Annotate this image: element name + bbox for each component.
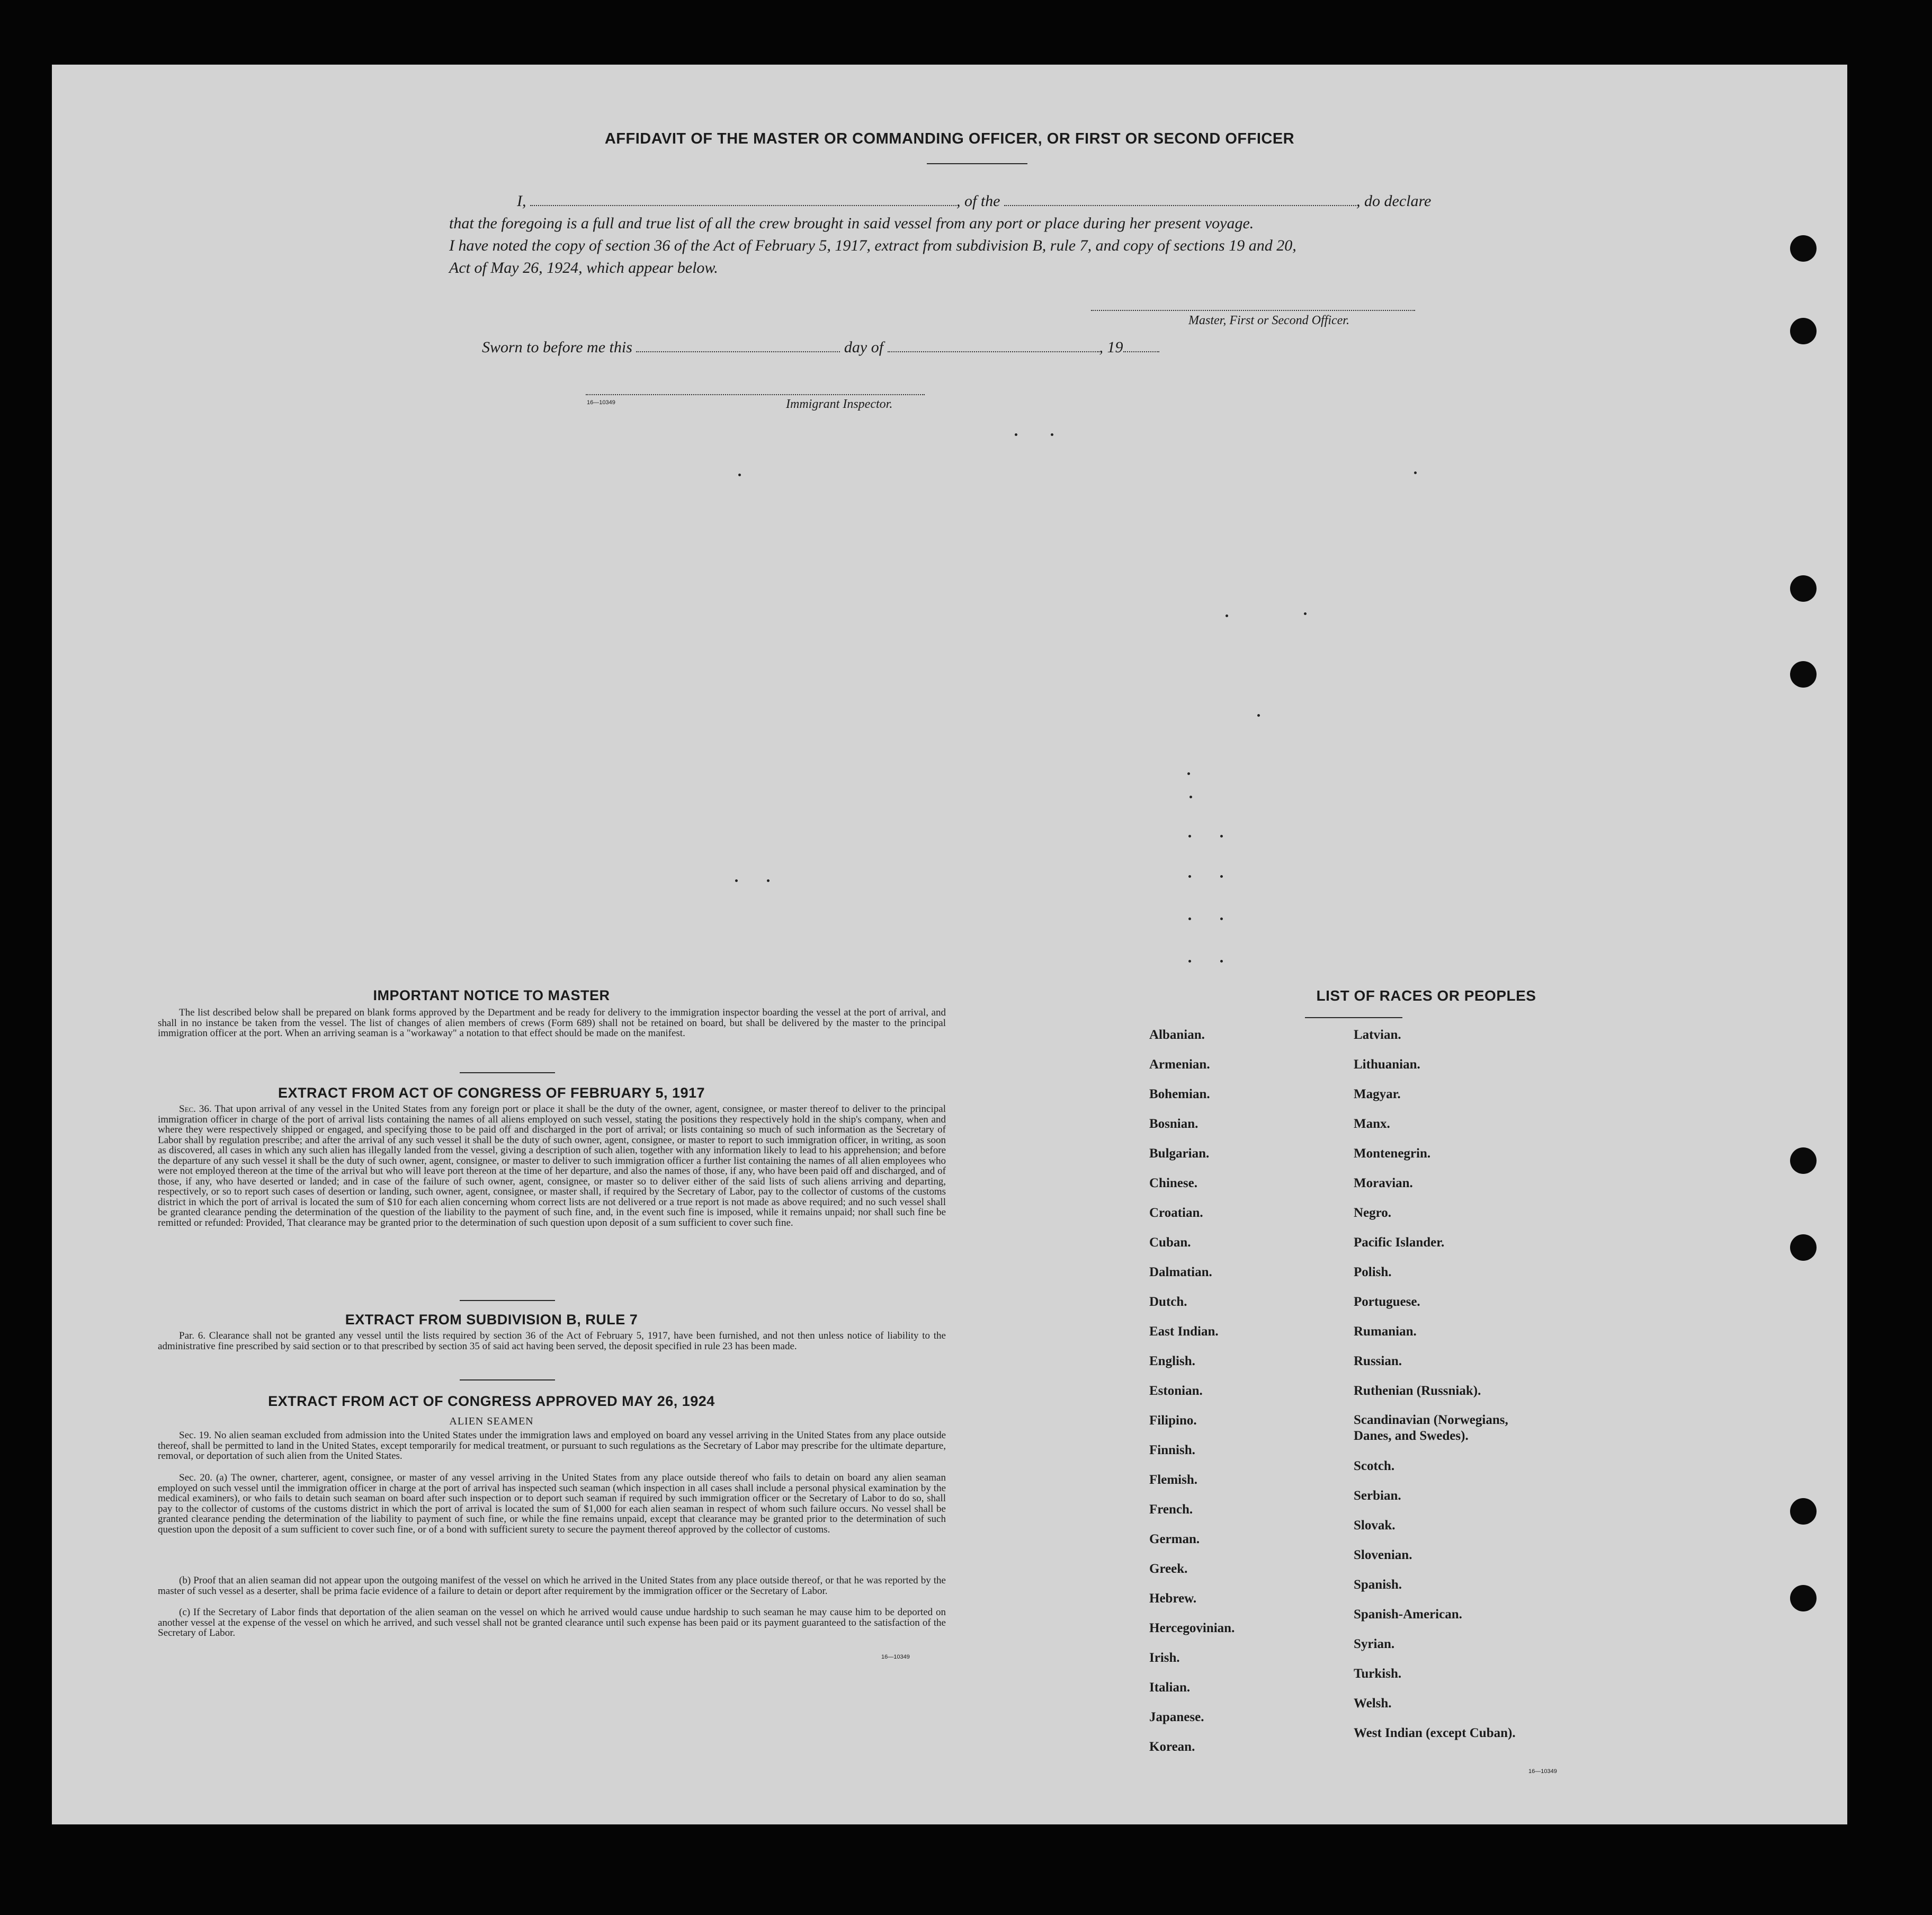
race-item: Welsh.	[1354, 1696, 1392, 1711]
sec19-text: Sec. 19. No alien seaman excluded from admission into the United States under the immigration laws and employed on board any vessel arriving in the United States from any place outside thereof, shall be permitted to land in the United States, except temporarily for medical treatment, or pursuant to such regulations as the Secretary of Labor may prescribe for the ultimate departure, removal, or deportation of such alien from the United States.	[158, 1430, 946, 1462]
race-item: Croatian.	[1149, 1206, 1203, 1220]
race-item: Dalmatian.	[1149, 1265, 1212, 1279]
race-item: West Indian (except Cuban).	[1354, 1726, 1516, 1740]
race-item: Rumanian.	[1354, 1324, 1417, 1339]
race-item: Ruthenian (Russniak).	[1354, 1384, 1481, 1398]
form-number: 16—10349	[881, 1654, 910, 1660]
races-title: LIST OF RACES OR PEOPLES	[1316, 987, 1536, 1004]
inspector-caption: Immigrant Inspector.	[786, 397, 893, 411]
speck	[1187, 772, 1190, 775]
speck	[1257, 714, 1260, 717]
race-item: Dutch.	[1149, 1295, 1187, 1309]
races-column-1	[1149, 1020, 1235, 1762]
races-title-rule	[1305, 1017, 1402, 1018]
affidavit-declaration	[449, 190, 1498, 279]
sec36-text: That upon arrival of any vessel in the United States from any foreign port or place it shall be the duty of the owner, agent, consignee, or master thereof to deliver to the principal immigration officer in charge of the port of arrival lists containing the names of all aliens employed on such vessel, stating the positions they respectively hold in the ship's company, when and where they were respectively shipped or engaged, and specifying those to be paid off and discharged in the port of arrival; or lists containing so much of such information as the Secretary of Labor shall by regulation prescribe; and after the arrival of any such vessel it shall be the duty of such owner, agent, consignee, or master to report to such immigration officer, in writing, as soon as discovered, all cases in which any such alien has illegally landed from the vessel, giving a description of such alien, together with any information likely to lead to his apprehension; and before the departure of any such vessel it shall be the duty of such owner, agent, consignee, or master to deliver to such immigration officer a further list containing the names of all alien employees who were not employed thereon at the time of the arrival but who will leave port thereon at the time of her departure, and also the names of those, if any, who have been paid off and discharged, and of those, if any, who have deserted or landed; and in case of the failure of such owner, agent, consignee, or master so to deliver either of the said lists of such aliens arriving and departing, respectively, or so to report such cases of desertion or landing, such owner, agent, consignee, or master shall, if required by the Secretary of Labor, pay to the collector of customs of the customs district in which the port of arrival is located the sum of $10 for each alien concerning whom correct lists are not delivered or a true report is not made as above required; and no such vessel shall be granted clearance pending the determination of the question of the liability to the payment of such fine, and, in the event such fine is imposed, while it remains unpaid; nor shall such fine be remitted or refunded: Provided, That clearance may be granted prior to the determination of such question upon deposit of a sum sufficient to cover such fine.	[158, 1103, 946, 1228]
race-item: Greek.	[1149, 1562, 1188, 1576]
form-number: 16—10349	[1528, 1768, 1557, 1775]
speck	[1220, 918, 1223, 920]
speck	[1304, 612, 1307, 615]
sec36-label: Sec. 36.	[179, 1103, 212, 1115]
sworn-year-blank	[1123, 340, 1159, 352]
race-item: Italian.	[1149, 1680, 1191, 1695]
speck	[1188, 835, 1191, 838]
race-item: Spanish.	[1354, 1578, 1402, 1592]
sworn-day: day of	[844, 339, 884, 356]
punch-hole-icon	[1790, 1585, 1817, 1611]
speck	[1051, 433, 1053, 436]
punch-hole-icon	[1790, 318, 1817, 344]
race-item: Russian.	[1354, 1354, 1402, 1368]
race-item: Magyar.	[1354, 1087, 1401, 1101]
race-item: Manx.	[1354, 1117, 1390, 1131]
form-number: 16—10349	[587, 399, 615, 406]
speck	[1220, 960, 1223, 963]
sec20b-text: (b) Proof that an alien seaman did not appear upon the outgoing manifest of the vessel on which he arrived in the United States from any place outside thereof, or that he was reported by the master of such vessel as a deserter, shall be prima facie evidence of a failure to detain or deport after requirement by the immigration officer or the Secretary of Labor.	[158, 1575, 946, 1597]
race-item: English.	[1149, 1354, 1195, 1368]
race-item: Lithuanian.	[1354, 1057, 1420, 1072]
race-item: Negro.	[1354, 1206, 1392, 1220]
race-item: Latvian.	[1354, 1028, 1401, 1042]
race-item: Syrian.	[1354, 1637, 1395, 1651]
speck	[1188, 918, 1191, 920]
race-item: Moravian.	[1354, 1176, 1413, 1190]
race-item: Finnish.	[1149, 1443, 1195, 1457]
speck	[735, 879, 738, 882]
sworn-year: , 19	[1099, 339, 1123, 356]
sec20a-text: Sec. 20. (a) The owner, charterer, agent, consignee, or master of any vessel arriving in the United States from any place outside thereof who fails to detain on board any alien seaman employed on such vessel until the immigration officer in charge at the port of arrival has inspected such seaman (which inspection in all cases shall include a personal physical examination by the medical examiners), or who fails to detain such seaman on board after such inspection or to deport such seaman if required by such immigration officer or the Secretary of Labor to do so, shall pay to the collector of customs of the customs district in which the port of arrival is located the sum of $1,000 for each alien seaman in respect of whom such failure occurs. No vessel shall be granted clearance pending the determination of the liability to payment of such fine, or while the fine remains unpaid, except that clearance may be granted prior to the determination of such question upon the deposit of a sum sufficient to cover such fine, or of a bond with sufficient surety to secure the payment thereof approved by the collector of customs.	[158, 1472, 946, 1535]
declaration-line-3: I have noted the copy of section 36 of the Act of February 5, 1917, extract from subdivision B, rule 7, and copy of sections 19 and 20,	[449, 237, 1296, 254]
speck	[1015, 433, 1017, 436]
speck	[1189, 796, 1192, 798]
declaration-line-2: that the foregoing is a full and true list of all the crew brought in said vessel from any port or place during her present voyage.	[449, 215, 1254, 232]
speck	[738, 474, 741, 476]
rule7-text: Par. 6. Clearance shall not be granted any vessel until the lists required by section 36 of the Act of February 5, 1917, have been furnished, and not then unless notice of liability to the administrative fine prescribed by said section or to that prescribed by section 35 of said act having been served, the deposit specified in rule 23 has been made.	[158, 1330, 946, 1352]
rule7-title: EXTRACT FROM SUBDIVISION B, RULE 7	[345, 1312, 638, 1328]
vessel-blank	[1004, 193, 1356, 206]
sworn-month-blank	[888, 340, 1099, 352]
sec20c-text: (c) If the Secretary of Labor finds that deportation of the alien seaman on the vessel on which he arrived would cause undue hardship to such seaman he may cause him to be deported on another vessel at the expense of the vessel on which he arrived, and such vessel shall not be granted clearance until such expense has been paid or its payment guaranteed to the satisfaction of the Secretary of Labor.	[158, 1607, 946, 1638]
race-item: French.	[1149, 1502, 1193, 1517]
race-item: Scandinavian (Norwegians, Danes, and Swedes).	[1354, 1413, 1508, 1443]
name-blank	[530, 193, 956, 206]
punch-hole-icon	[1790, 235, 1817, 262]
sworn-line	[482, 336, 1159, 359]
race-item: Slovak.	[1354, 1518, 1396, 1533]
race-item: Filipino.	[1149, 1413, 1197, 1428]
race-item: Armenian.	[1149, 1057, 1210, 1072]
speck	[767, 879, 770, 882]
race-item: Irish.	[1149, 1651, 1180, 1665]
punch-hole-icon	[1790, 1234, 1817, 1261]
race-item: Bulgarian.	[1149, 1146, 1210, 1161]
declaration-do-declare: , do declare	[1356, 192, 1432, 210]
signature-line	[1091, 310, 1415, 311]
speck	[1220, 835, 1223, 838]
declaration-line-1	[449, 190, 1498, 212]
race-item: Spanish-American.	[1354, 1607, 1462, 1622]
race-item: Hebrew.	[1149, 1591, 1197, 1606]
punch-hole-icon	[1790, 661, 1817, 688]
race-item: Estonian.	[1149, 1384, 1203, 1398]
race-item: Chinese.	[1149, 1176, 1197, 1190]
race-item: Polish.	[1354, 1265, 1392, 1279]
race-item: Slovenian.	[1354, 1548, 1412, 1562]
race-item: Bohemian.	[1149, 1087, 1210, 1101]
race-item: Montenegrin.	[1354, 1146, 1431, 1161]
affidavit-title: AFFIDAVIT OF THE MASTER OR COMMANDING OFFICER, OR FIRST OR SECOND OFFICER	[604, 130, 1295, 147]
inspector-signature-line	[586, 394, 925, 395]
declaration-i: I,	[517, 192, 526, 210]
declaration-line-4: Act of May 26, 1924, which appear below.	[449, 259, 718, 277]
race-item: Scotch.	[1354, 1459, 1395, 1473]
extract-1917-title: EXTRACT FROM ACT OF CONGRESS OF FEBRUARY 5, 1917	[278, 1085, 705, 1101]
race-item: Pacific Islander.	[1354, 1235, 1445, 1250]
sworn-date-blank	[636, 340, 840, 352]
section-rule	[460, 1072, 555, 1073]
extract-1917-text	[158, 1104, 946, 1228]
race-item: Serbian.	[1354, 1489, 1401, 1503]
declaration-of-the: , of the	[956, 192, 1000, 210]
race-item: Cuban.	[1149, 1235, 1191, 1250]
punch-hole-icon	[1790, 575, 1817, 602]
notice-title: IMPORTANT NOTICE TO MASTER	[373, 987, 610, 1003]
race-item: Turkish.	[1354, 1667, 1402, 1681]
race-item: Flemish.	[1149, 1473, 1197, 1487]
form-sheet	[52, 65, 1847, 1824]
speck	[1226, 614, 1228, 617]
race-item: East Indian.	[1149, 1324, 1219, 1339]
extract-1924-title: EXTRACT FROM ACT OF CONGRESS APPROVED MAY 26, 1924	[268, 1393, 715, 1409]
sworn-prefix: Sworn to before me this	[482, 339, 632, 356]
race-item: Bosnian.	[1149, 1117, 1198, 1131]
race-item: Japanese.	[1149, 1710, 1204, 1724]
speck	[1414, 471, 1417, 474]
race-item: Korean.	[1149, 1740, 1195, 1754]
race-item: Portuguese.	[1354, 1295, 1420, 1309]
title-rule	[927, 163, 1027, 164]
races-column-2	[1354, 1020, 1544, 1748]
speck	[1188, 875, 1191, 878]
race-item: Hercegovinian.	[1149, 1621, 1235, 1635]
speck	[1188, 960, 1191, 963]
alien-seamen-subtitle: ALIEN SEAMEN	[449, 1415, 534, 1427]
race-item: German.	[1149, 1532, 1200, 1546]
race-item: Albanian.	[1149, 1028, 1205, 1042]
punch-hole-icon	[1790, 1147, 1817, 1174]
punch-hole-icon	[1790, 1498, 1817, 1525]
section-rule	[460, 1379, 555, 1380]
notice-text: The list described below shall be prepared on blank forms approved by the Department and be ready for delivery to the immigration inspector boarding the vessel at the port of arrival, and shall in no instance be taken from the vessel. The list of changes of alien members of crews (Form 689) shall not be retained on board, but shall be delivered by the master to the principal immigration officer at the port. When an arriving seaman is a "workaway" a notation to that effect should be made on the manifest.	[158, 1007, 946, 1039]
section-rule	[460, 1300, 555, 1301]
speck	[1220, 875, 1223, 878]
signature-caption: Master, First or Second Officer.	[1188, 314, 1349, 327]
